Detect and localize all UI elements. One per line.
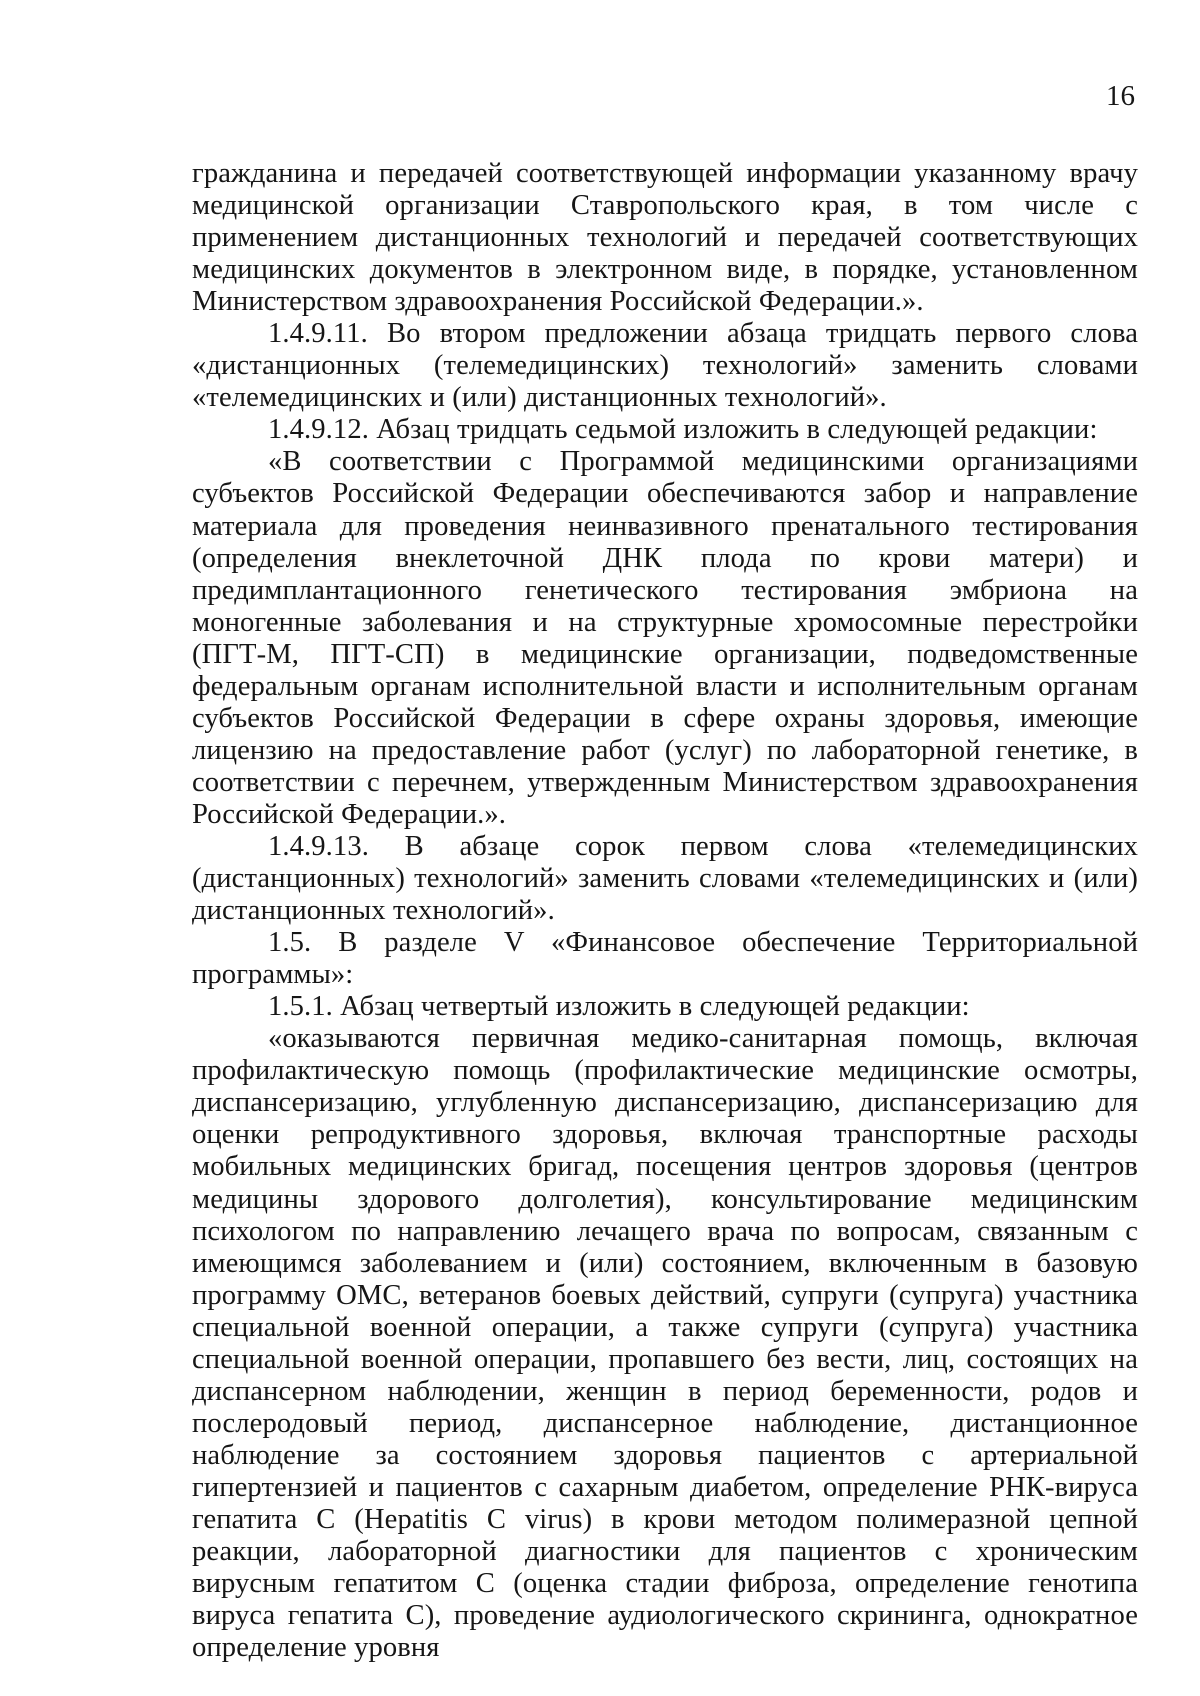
paragraph-4: «В соответствии с Программой медицинскими организациями субъектов Российской Федерации обеспечиваются забор и направление материала для проведения неинвазивного пренатального тестирования (определения внеклеточной ДНК плода по крови матери) и предимплантационного генетического тестирования эмбриона на моногенные заболевания и на структурные хромосомные перестройки (ПГТ-М, ПГТ-СП) в медицинские организации, подведомственные федеральным органам исполнительной власти и исполнительным органам субъектов Российской Федерации в сфере охраны здоровья, имеющие лицензию на предоставление работ (услуг) по лабораторной генетике, в соответствии с перечнем, утвержденным Министерством здравоохранения Российской Федерации.».: [192, 446, 1138, 830]
document-body: [192, 158, 1138, 1664]
paragraph-6: 1.5. В разделе V «Финансовое обеспечение Территориальной программы»:: [192, 927, 1138, 991]
paragraph-2: 1.4.9.11. Во втором предложении абзаца тридцать первого слова «дистанционных (телемедицинских) технологий» заменить словами «телемедицинских и (или) дистанционных технологий».: [192, 318, 1138, 414]
page-number: 16: [1106, 80, 1135, 112]
paragraph-7: 1.5.1. Абзац четвертый изложить в следующей редакции:: [268, 991, 970, 1023]
paragraph-1: гражданина и передачей соответствующей информации указанному врачу медицинской организации Ставропольского края, в том числе с применением дистанционных технологий и передачей соответствующих медицинских документов в электронном виде, в порядке, установленном Министерством здравоохранения Российской Федерации.».: [192, 158, 1138, 318]
paragraph-3: 1.4.9.12. Абзац тридцать седьмой изложить в следующей редакции:: [268, 414, 1098, 446]
paragraph-8: «оказываются первичная медико-санитарная помощь, включая профилактическую помощь (профилактические медицинские осмотры, диспансеризацию, углубленную диспансеризацию, диспансеризацию для оценки репродуктивного здоровья, включая транспортные расходы мобильных медицинских бригад, посещения центров здоровья (центров медицины здорового долголетия), консультирование медицинским психологом по направлению лечащего врача по вопросам, связанным с имеющимся заболеванием и (или) состоянием, включенным в базовую программу ОМС, ветеранов боевых действий, супруги (супруга) участника специальной военной операции, а также супруги (супруга) участника специальной военной операции, пропавшего без вести, лиц, состоящих на диспансерном наблюдении, женщин в период беременности, родов и послеродовый период, диспансерное наблюдение, дистанционное наблюдение за состоянием здоровья пациентов с артериальной гипертензией и пациентов с сахарным диабетом, определение РНК-вируса гепатита С (Hepatitis C virus) в крови методом полимеразной цепной реакции, лабораторной диагностики для пациентов с хроническим вирусным гепатитом С (оценка стадии фиброза, определение генотипа вируса гепатита С), проведение аудиологического скрининга, однократное определение уровня: [192, 1023, 1138, 1664]
paragraph-5: 1.4.9.13. В абзаце сорок первом слова «телемедицинских (дистанционных) технологий» заменить словами «телемедицинских и (или) дистанционных технологий».: [192, 830, 1138, 927]
